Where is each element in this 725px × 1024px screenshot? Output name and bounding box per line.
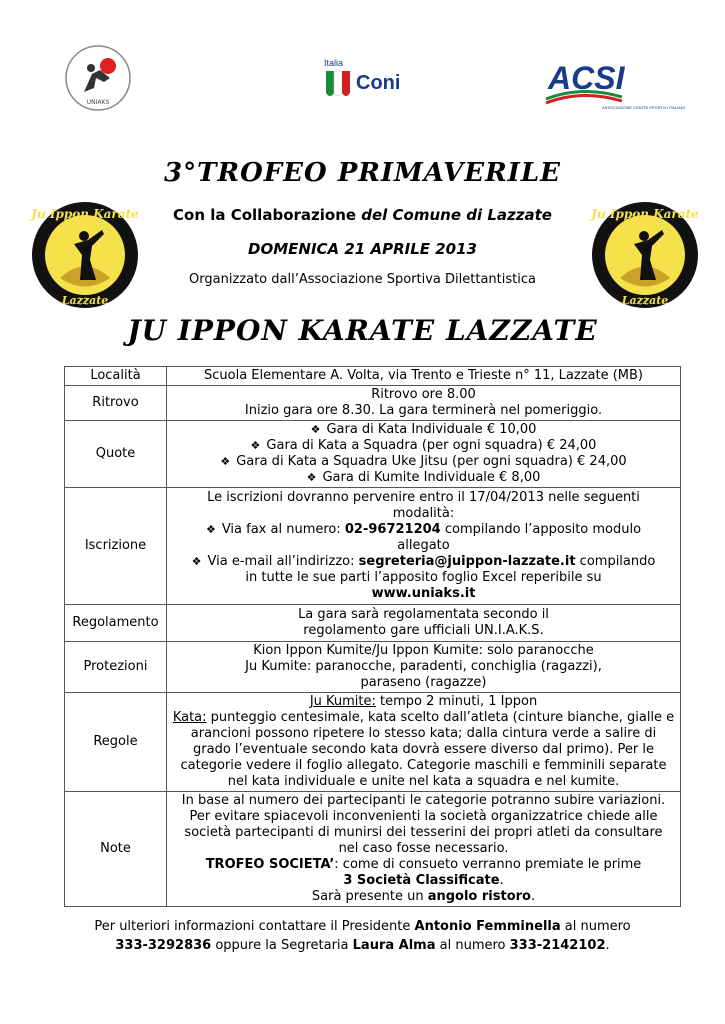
ristoro-suffix: . [530,889,536,904]
mail-prefix: Via e-mail all’indirizzo: [207,554,359,569]
president-name: Antonio Femminella [414,919,561,934]
table-row-protezioni [65,642,681,693]
quote-value [167,421,681,488]
iscrizione-mail [185,554,662,586]
table-row-ritrovo [65,386,681,421]
trofeo-label: TROFEO SOCIETA’ [205,857,335,872]
acsi-logo [542,55,685,115]
club-name: JU IPPON KARATE LAZZATE [127,314,598,347]
fax-prefix: Via fax al numero: [221,522,345,537]
regolamento-value: La gara sarà regolamentata secondo il regolamento gare ufficiali UN.I.A.K.S. [167,605,681,642]
kata-text: punteggio centesimale, kata scelto dall’atleta (cinture bianche, gialle e arancioni possono ripetere lo stesso kata; dalla cintura verde a salire di grado l’eventuale secondo kata dovrà essere diverso dal primo). Per le categorie vedere il foglio allegato. Categorie maschili e femminili separate nel kata individuale e unite nel kata a squadra e nel kumite. [180,710,675,789]
collab-suffix: del Comune di Lazzate [361,206,552,224]
ritrovo-line2: Inizio gara ore 8.30. La gara terminerà nel pomeriggio. [244,403,603,418]
secretary-phone: 333-2142102 [509,938,606,953]
event-info-table [64,366,681,907]
mail-suffix: compilando in tutte le sue parti l’apposito foglio Excel reperibile su [245,554,656,585]
website-link[interactable]: www.uniaks.it [371,586,476,601]
regole-label: Regole [65,693,167,792]
uniaks-logo [64,44,132,112]
fax-number: 02-96721204 [344,522,441,537]
footer-line2 [0,936,725,955]
footer-l1-suffix: al numero [560,919,631,934]
secretary-name: Laura Alma [352,938,436,953]
ristoro-prefix: Sarà presente un [311,889,428,904]
acsi-subtitle: ASSOCIAZIONE CENTRI SPORTIVI ITALIANI [602,105,685,110]
ritrovo-label: Ritrovo [65,386,167,421]
footer-line1 [0,917,725,936]
iscrizione-intro: Le iscrizioni dovranno pervenire entro il 17/04/2013 nelle seguenti modalità: [207,490,640,521]
protezioni-line2: Ju Kumite: paranocche, paradenti, conchiglia (ragazzi), paraseno (ragazze) [245,659,602,690]
acsi-word: ACSI [548,60,625,96]
note-label: Note [65,792,167,907]
footer-l2-end: . [605,938,610,953]
classificate-dot: . [499,873,504,888]
table-row-localita [65,367,681,386]
quote-item: ❖ Gara di Kata Individuale € 10,00 [171,422,676,438]
kumite-text: tempo 2 minuti, 1 Ippon [375,694,538,709]
protezioni-line1: Kion Ippon Kumite/Ju Ippon Kumite: solo paranocche [253,643,594,658]
regole-value [167,693,681,792]
event-date: DOMENICA 21 APRILE 2013 [248,240,477,258]
badge-right-top-text: Ju Ippon Karate [591,207,699,221]
table-row-iscrizione [65,488,681,605]
coni-logo [320,53,420,101]
president-phone: 333-3292836 [115,938,212,953]
regolamento-label: Regolamento [65,605,167,642]
protezioni-label: Protezioni [65,642,167,693]
ritrovo-value [167,386,681,421]
table-row-regolamento [65,605,681,642]
table-row-note [65,792,681,907]
quote-item: ❖ Gara di Kumite Individuale € 8,00 [171,470,676,486]
collab-prefix: Con la Collaborazione [173,206,362,224]
fax-suffix: compilando l’apposito modulo allegato [397,522,642,553]
quote-label: Quote [65,421,167,488]
coni-italia-text: Italia [324,58,344,68]
quote-item: ❖ Gara di Kata a Squadra (per ogni squadra) € 24,00 [171,438,676,454]
footer-l2-mid: oppure la Segretaria [211,938,353,953]
table-row-quote [65,421,681,488]
iscrizione-fax [185,522,662,554]
footer-l1-prefix: Per ulteriori informazioni contattare il Presidente [94,919,415,934]
iscrizione-value [167,488,681,605]
contact-footer [0,917,725,955]
coni-word: Coni [356,72,401,94]
kata-label: Kata: [172,710,207,725]
badge-left-top-text: Ju Ippon Karate [31,207,139,221]
localita-value: Scuola Elementare A. Volta, via Trento e Trieste n° 11, Lazzate (MB) [167,367,681,386]
classificate-text: 3 Società Classificate [343,873,500,888]
table-row-regole [65,693,681,792]
mail-address[interactable]: segreteria@juippon-lazzate.it [358,554,576,569]
quote-item: ❖ Gara di Kata a Squadra Uke Jitsu (per ogni squadra) € 24,00 [171,454,676,470]
badge-left-bottom-text: Lazzate [61,294,109,307]
footer-l2-suffix: al numero [435,938,510,953]
collaboration-line [0,206,725,224]
iscrizione-label: Iscrizione [65,488,167,605]
kumite-label: Ju Kumite: [309,694,376,709]
event-title: 3°TROFEO PRIMAVERILE [164,158,561,188]
note-value [167,792,681,907]
trofeo-text: : come di consueto verranno premiate le prime [334,857,642,872]
ristoro-text: angolo ristoro [427,889,531,904]
protezioni-value [167,642,681,693]
ritrovo-line1: Ritrovo ore 8.00 [371,387,476,402]
note-paragraph: In base al numero dei partecipanti le categorie potranno subire variazioni. Per evitare spiacevoli inconvenienti la società organizzatrice chiede alle società partecipanti di munirsi dei tesserini dei propri atleti da consultare nel caso fosse necessario. [181,793,666,856]
badge-right-bottom-text: Lazzate [621,294,669,307]
organizer-line: Organizzato dall’Associazione Sportiva Dilettantistica [189,272,536,287]
localita-label: Località [65,367,167,386]
uniaks-text: UNIAKS [86,99,110,106]
